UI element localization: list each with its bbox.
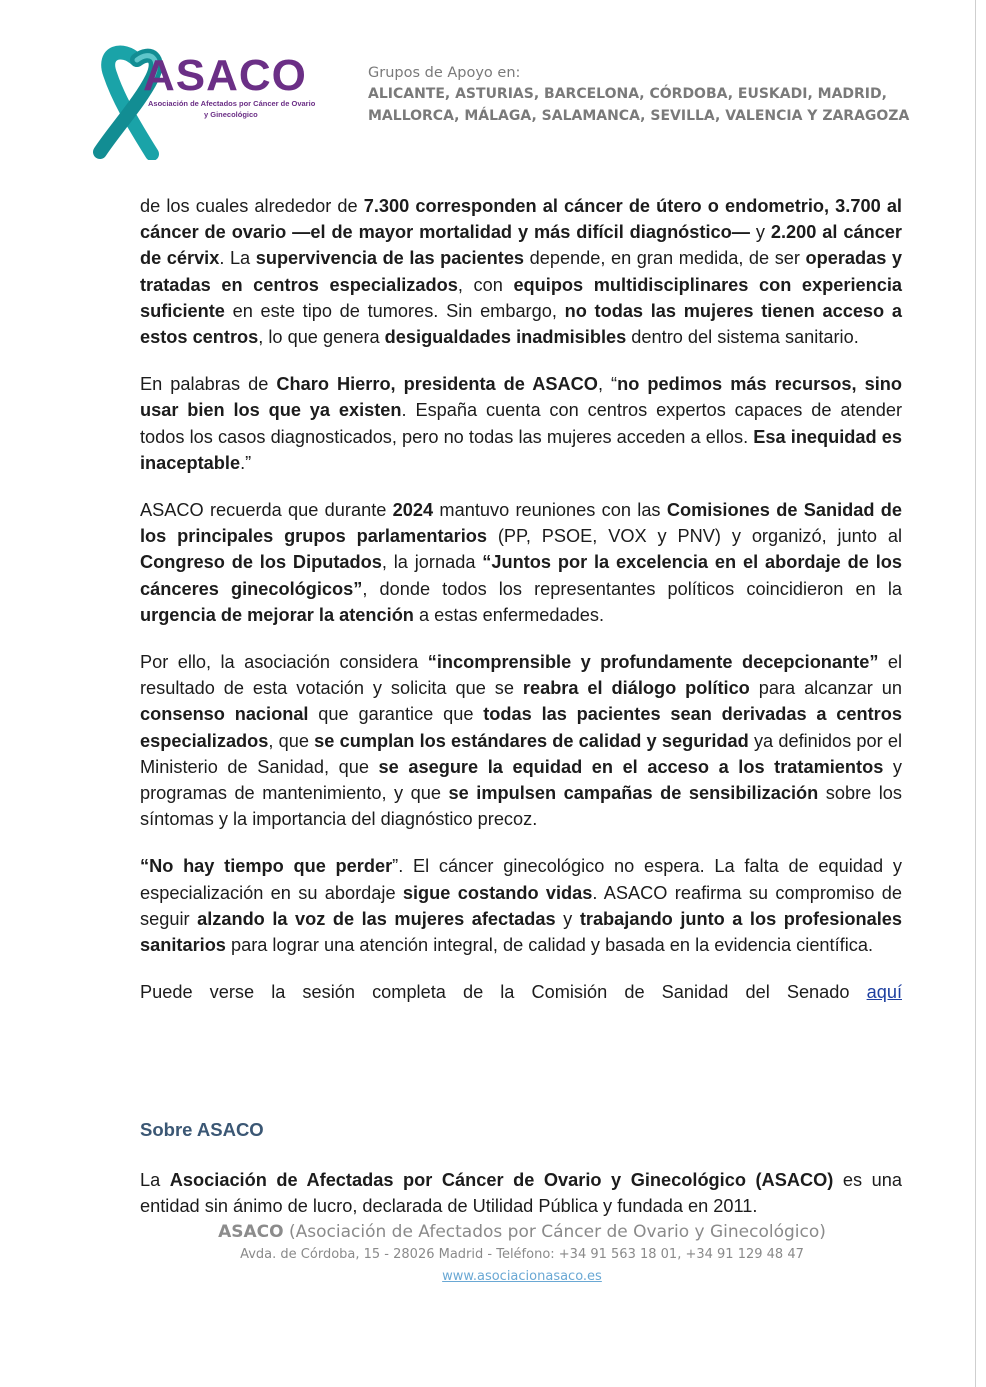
logo-wordmark: ASACO [143,51,307,100]
text: . España cuenta con centros expertos capaces de atender todos los casos diagnosticados, pero no todas las mujeres acceden a ellos. [140,400,903,447]
bold-text: reabra el diálogo político [522,678,750,699]
text: y programas de mantenimiento, y que [140,756,902,804]
text: depende, en gran medida, de ser [524,248,806,269]
bold-text: se cumplan los estándares de calidad y seguridad [314,730,749,751]
footer-org-short: ASACO [218,1222,284,1242]
article-body [140,193,902,1026]
text: , lo que genera [258,327,385,348]
bold-text: alzando la voz de las mujeres afectadas [197,908,556,929]
text: En palabras de [140,374,277,395]
bold-text: trabajando junto a los profesionales sanitarios [140,908,902,956]
text: mantuvo reuniones con las [433,500,667,521]
footer-org-long: (Asociación de Afectados por Cáncer de Ovario y Ginecológico) [283,1222,826,1242]
text: es una entidad sin ánimo de lucro, declarada de Utilidad Pública y fundada en 2011. [140,1170,902,1217]
text: a estas enfermedades. [413,604,604,625]
bold-text: “Juntos por la excelencia en el abordaje de los cánceres ginecológicos” [140,552,902,599]
bold-text: “No hay tiempo que perder [140,856,393,877]
bold-text: Asociación de Afectadas por Cáncer de Ovario y Ginecológico (ASACO) [169,1170,834,1190]
logo-subtitle-2: y Ginecológico [204,110,258,119]
bold-text: 2024 [392,500,434,521]
bold-text: Esa inequidad es inaceptable [140,426,902,473]
bold-text: Charo Hierro, presidenta de ASACO [276,374,598,395]
bold-text: todas las pacientes sean derivadas a centros especializados [140,704,902,751]
paragraph-2 [140,371,902,476]
text: para alcanzar un [749,678,902,699]
about-paragraph [140,1167,902,1219]
bold-text: “incomprensible y profundamente decepcionante” [427,652,879,673]
text: ”. El cáncer ginecológico no espera. La falta de equidad y especialización en su abordaje [140,856,902,903]
text: el resultado de esta votación y solicita que se [140,652,902,699]
bold-text: supervivencia de las pacientes [255,248,525,269]
bold-text: desigualdades inadmisibles [384,327,627,348]
footer-website-link[interactable]: www.asociacionasaco.es [442,1269,602,1284]
bold-text: operadas y tratadas en centros especializados [140,248,903,295]
support-groups-cities-1: ALICANTE, ASTURIAS, BARCELONA, CÓRDOBA, EUSKADI, MADRID, [368,86,887,102]
session-link[interactable]: aquí [866,982,902,1003]
page-edge [975,0,976,1387]
text: , con [457,274,514,295]
text: , donde todos los representantes políticos coincidieron en la [362,578,902,599]
text: que garantice que [308,704,484,725]
text: ASACO recuerda que durante [140,500,393,521]
text: dentro del sistema sanitario. [626,327,859,348]
bold-text: 7.300 corresponden al cáncer de útero o endometrio, 3.700 al cáncer de ovario —el de mayor mortalidad y más difícil diagnóstico— [140,196,902,243]
paragraph-4 [140,649,902,832]
bold-text: urgencia de mejorar la atención [140,604,414,625]
paragraph-1 [140,193,902,350]
bold-text: se asegure la equidad en el acceso a los tratamientos [378,756,884,777]
footer-org [0,1220,986,1244]
text: y [555,908,580,929]
text: y [749,222,771,243]
bold-text: Congreso de los Diputados [140,552,382,573]
text: Puede verse la sesión completa de la Comisión de Sanidad del Senado [140,982,867,1003]
page-footer [0,1220,986,1288]
bold-text: equipos multidisciplinares con experiencia suficiente [140,274,903,321]
text: , “ [597,374,618,395]
text: para lograr una atención integral, de calidad y basada en la evidencia científica. [225,935,874,956]
support-groups [368,63,909,127]
paragraph-6 [140,979,902,1005]
bold-text: Comisiones de Sanidad de los principales grupos parlamentarios [140,500,902,547]
bold-text: no pedimos más recursos, sino usar bien los que ya existen [140,374,902,421]
paragraph-5 [140,853,902,958]
about-heading: Sobre ASACO [140,1119,264,1140]
footer-address: Avda. de Córdoba, 15 - 28026 Madrid - Teléfono: +34 91 563 18 01, +34 91 129 48 47 [240,1247,804,1262]
bold-text: se impulsen campañas de sensibilización [448,783,819,804]
logo-subtitle: Asociación de Afectados por Cáncer de Ovario [148,99,316,108]
text: , la jornada [381,552,483,573]
bold-text: consenso nacional [140,704,309,725]
text: Por ello, la asociación considera [140,652,428,673]
support-groups-lead: Grupos de Apoyo en: [368,65,521,81]
text: , que [268,730,315,751]
text: .” [240,452,252,473]
bold-text: 2.200 al cáncer de cérvix [140,222,903,269]
paragraph-3 [140,497,902,628]
text: La [140,1170,170,1190]
text: ya definidos por el Ministerio de Sanidad, que [140,730,902,777]
bold-text: no todas las mujeres tienen acceso a estos centros [140,300,902,348]
bold-text: sigue costando vidas [402,882,593,903]
text: en este tipo de tumores. Sin embargo, [224,300,565,321]
text: de los cuales alrededor de [140,196,364,216]
text: . La [219,248,256,269]
text: (PP, PSOE, VOX y PNV) y organizó, junto al [486,526,902,547]
text: sobre los síntomas y la importancia del diagnóstico precoz. [140,783,903,830]
support-groups-cities-2: MALLORCA, MÁLAGA, SALAMANCA, SEVILLA, VALENCIA Y ZARAGOZA [368,108,910,124]
text: . ASACO reafirma su compromiso de seguir [140,882,902,929]
